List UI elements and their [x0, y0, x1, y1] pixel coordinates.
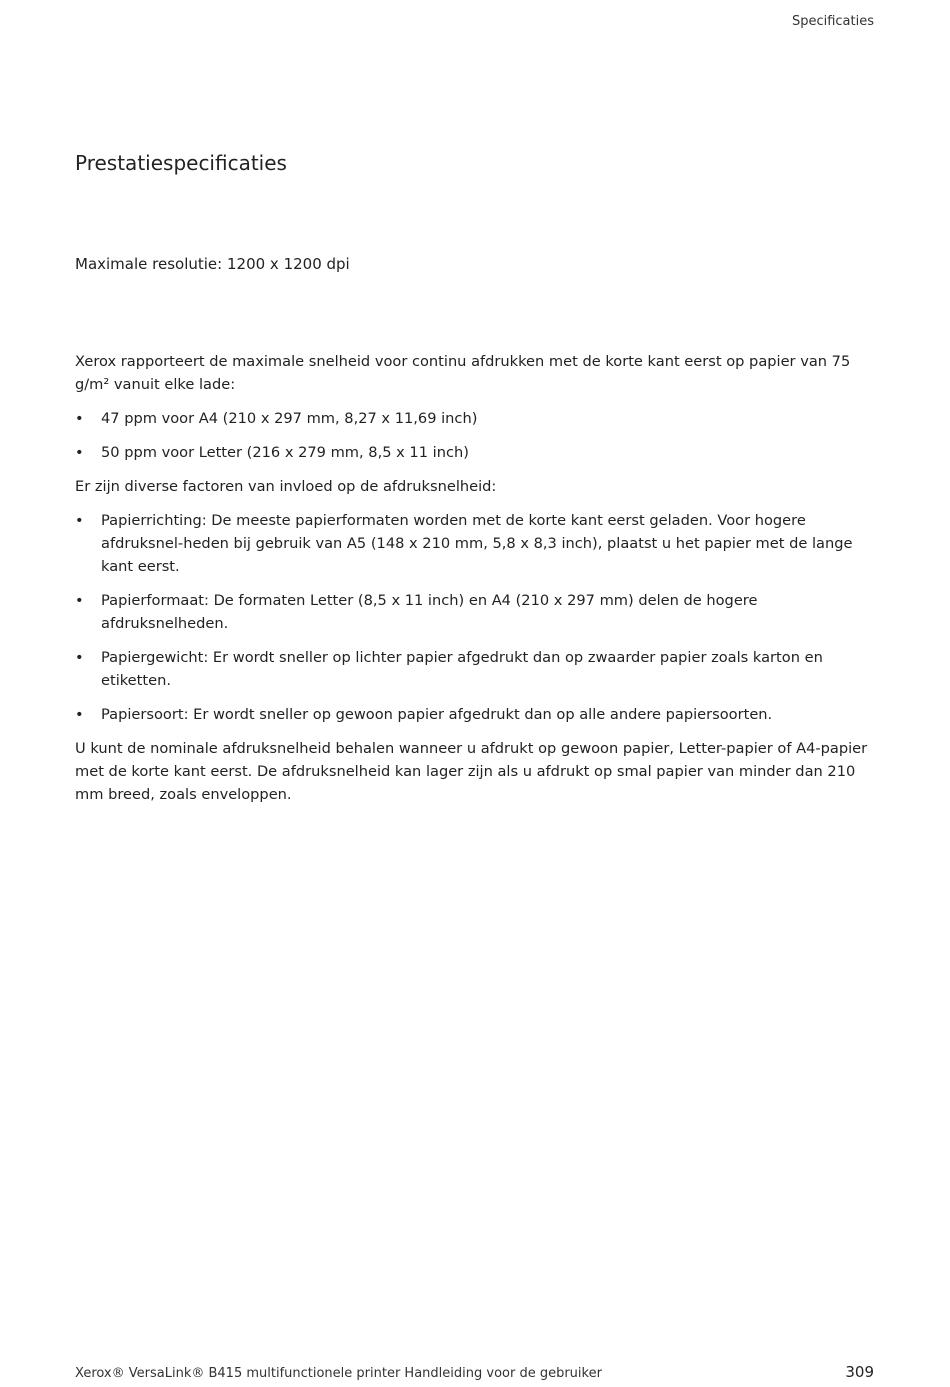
speed-list-item-text: 50 ppm voor Letter (216 x 279 mm, 8,5 x 11 inch)	[101, 444, 469, 461]
bullet-icon: •	[75, 410, 84, 427]
bullet-icon: •	[75, 512, 84, 529]
closing-paragraph: U kunt de nominale afdruksnelheid behalen wanneer u afdrukt op gewoon papier, Letter-papier of A4-papier met de korte kant eerst. De afdruksnelheid kan lager zijn als u afdrukt op smal papier van minder dan 210 mm breed, zoals enveloppen.	[75, 740, 868, 803]
print-speed-section	[75, 350, 875, 817]
bullet-icon: •	[75, 592, 84, 609]
section-title: Prestatiespecificaties	[75, 151, 287, 175]
resolution-text: Maximale resolutie: 1200 x 1200 dpi	[75, 255, 350, 273]
speed-list-item	[75, 441, 875, 464]
speed-list-item-text: 47 ppm voor A4 (210 x 297 mm, 8,27 x 11,69 inch)	[101, 410, 478, 427]
factors-intro: Er zijn diverse factoren van invloed op de afdruksnelheid:	[75, 478, 497, 495]
speed-list-item	[75, 407, 875, 430]
factor-list-item-text: Papierformaat: De formaten Letter (8,5 x 11 inch) en A4 (210 x 297 mm) delen de hogere afdruksnelheden.	[101, 592, 758, 632]
bullet-icon: •	[75, 444, 84, 461]
factor-list-item-text: Papiergewicht: Er wordt sneller op lichter papier afgedrukt dan op zwaarder papier zoals karton en etiketten.	[101, 649, 823, 689]
running-header: Specificaties	[791, 14, 874, 29]
page-number: 309	[845, 1363, 874, 1381]
factor-list-item	[75, 646, 875, 692]
bullet-icon: •	[75, 649, 84, 666]
speed-intro: Xerox rapporteert de maximale snelheid voor continu afdrukken met de korte kant eerst op papier van 75 g/m² vanuit elke lade:	[75, 353, 851, 393]
factors-list	[75, 509, 875, 726]
bullet-icon: •	[75, 706, 84, 723]
factor-list-item	[75, 509, 875, 578]
speed-list	[75, 407, 875, 464]
factor-list-item	[75, 703, 875, 726]
factor-list-item-text: Papiersoort: Er wordt sneller op gewoon papier afgedrukt dan op alle andere papiersoorten.	[101, 706, 773, 723]
factor-list-item-text: Papierrichting: De meeste papierformaten worden met de korte kant eerst geladen. Voor hogere afdruksnel-heden bij gebruik van A5 (148 x 210 mm, 5,8 x 8,3 inch), plaatst u het papier met de lange kant eerst.	[101, 512, 853, 575]
footer-document-title: Xerox® VersaLink® B415 multifunctionele printer Handleiding voor de gebruiker	[75, 1366, 602, 1381]
factor-list-item	[75, 589, 875, 635]
